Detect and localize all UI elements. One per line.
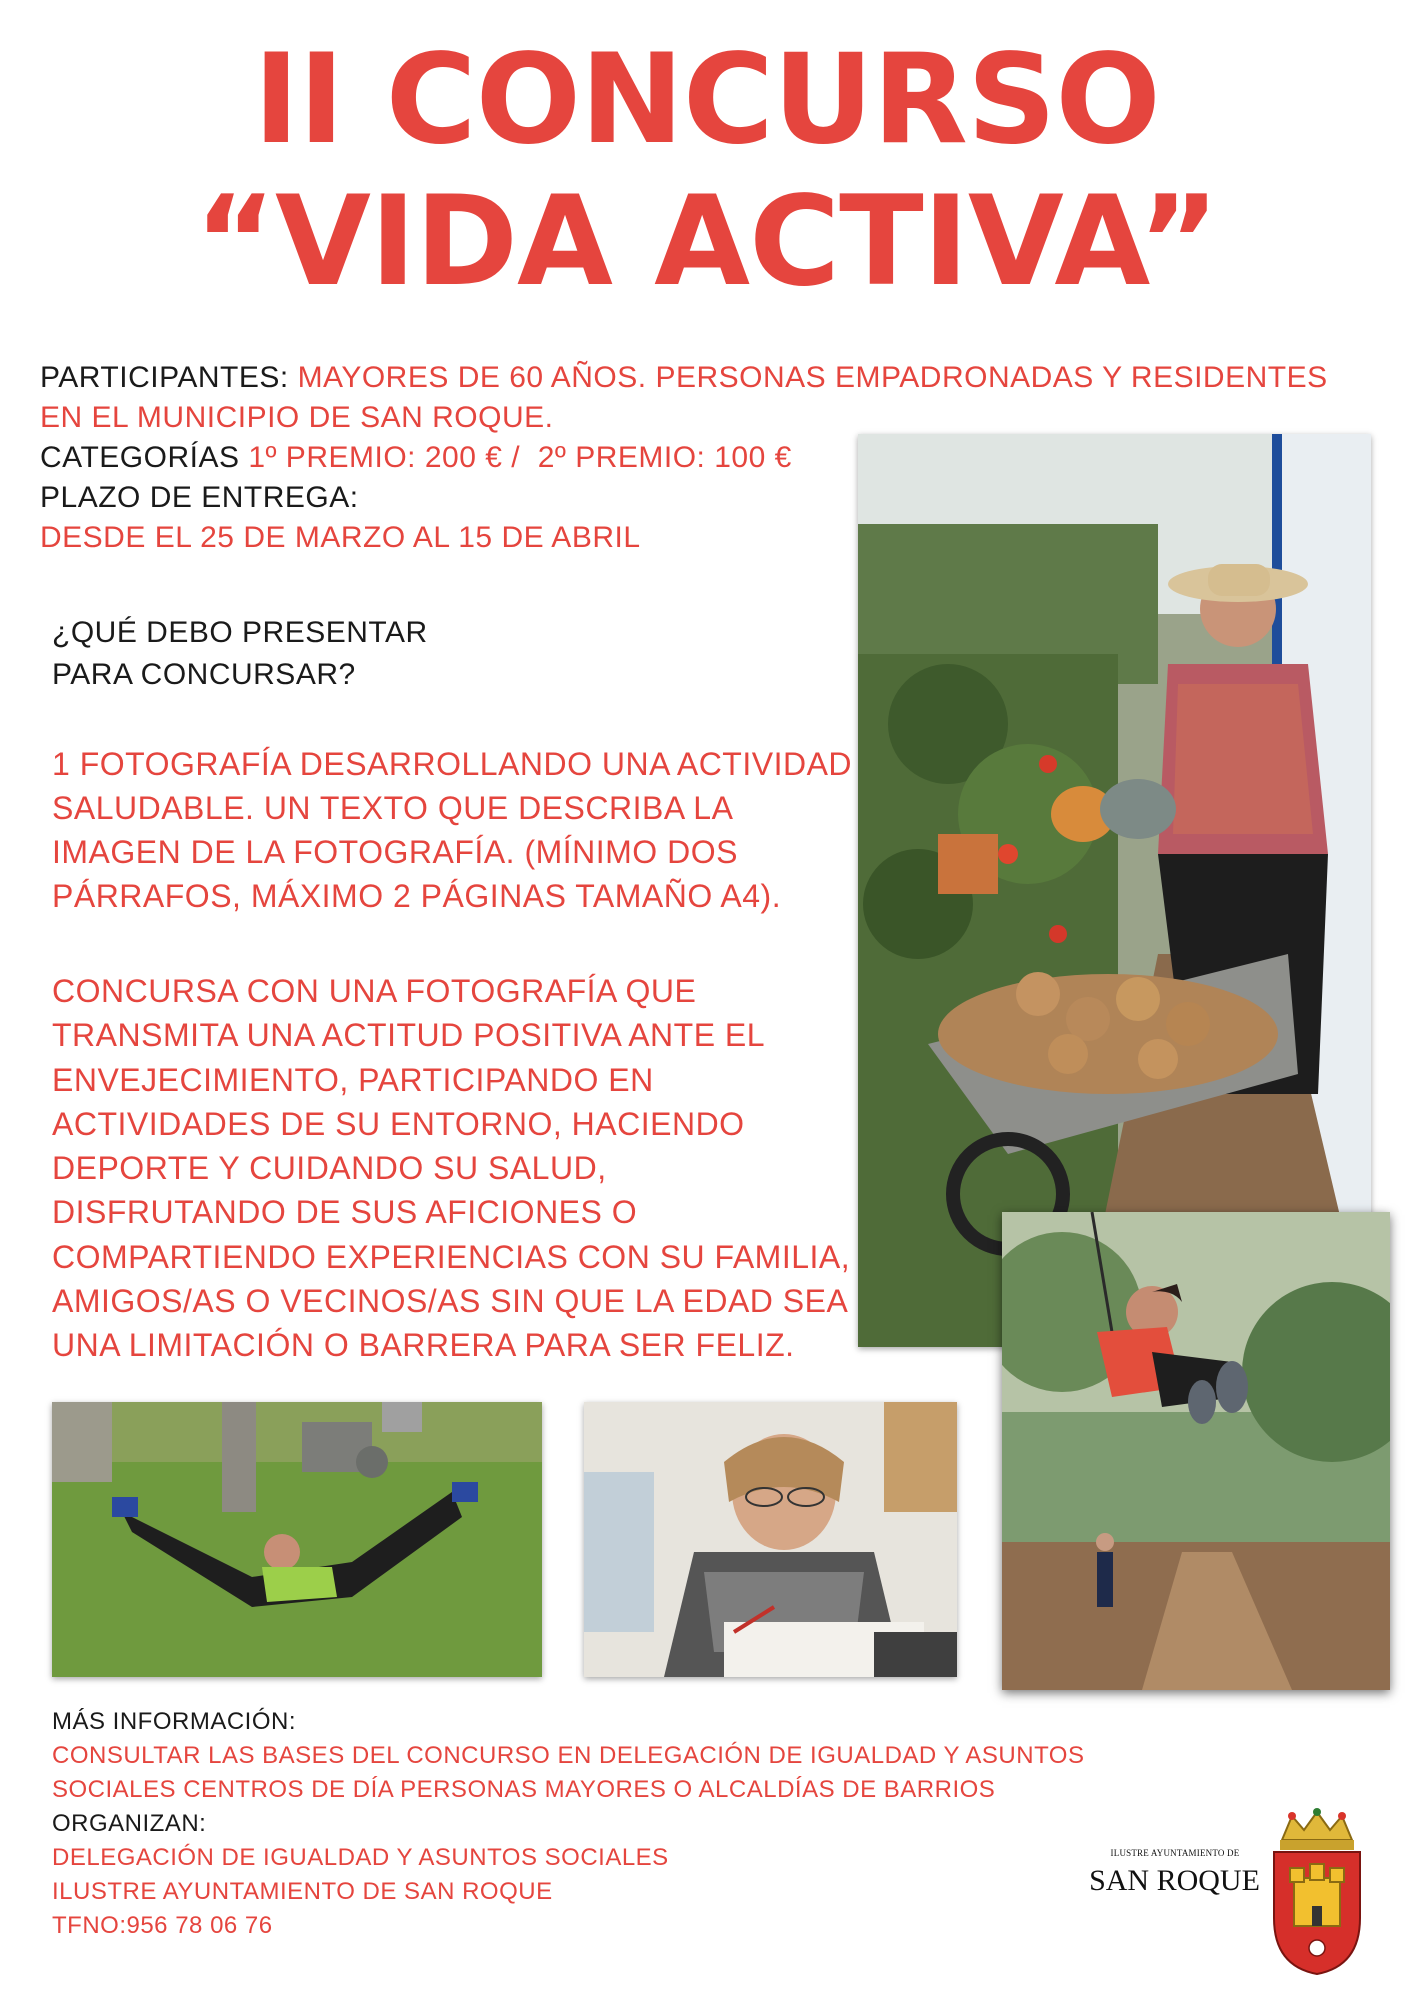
more-info-line: CONSULTAR LAS BASES DEL CONCURSO EN DELEGACIÓN DE IGUALDAD Y ASUNTOS xyxy=(52,1742,1085,1769)
organizer-line: ILUSTRE AYUNTAMIENTO DE SAN ROQUE xyxy=(52,1878,553,1905)
description-line: CONCURSA CON UNA FOTOGRAFÍA QUE xyxy=(52,973,697,1009)
logo-small-text: ILUSTRE AYUNTAMIENTO DE xyxy=(1110,1848,1240,1858)
question-line: PARA CONCURSAR? xyxy=(52,658,356,691)
more-info-label: MÁS INFORMACIÓN: xyxy=(52,1708,297,1735)
more-info-line: SOCIALES CENTROS DE DÍA PERSONAS MAYORES O ALCALDÍAS DE BARRIOS xyxy=(52,1776,996,1803)
requirements-line: IMAGEN DE LA FOTOGRAFÍA. (MÍNIMO DOS xyxy=(52,834,738,870)
logo-big-text: SAN ROQUE xyxy=(1089,1864,1260,1897)
organizers-label: ORGANIZAN: xyxy=(52,1810,207,1837)
categories-value: 1º PREMIO: 200 € / 2º PREMIO: 100 € xyxy=(248,441,792,474)
phone-number: TFNO:956 78 06 76 xyxy=(52,1912,273,1939)
title-line-1: II CONCURSO xyxy=(253,28,1160,172)
participants-label: PARTICIPANTES: xyxy=(40,361,289,394)
deadline-value: DESDE EL 25 DE MARZO AL 15 DE ABRIL xyxy=(40,521,641,554)
question-line: ¿QUÉ DEBO PRESENTAR xyxy=(52,616,428,649)
description-line: AMIGOS/AS O VECINOS/AS SIN QUE LA EDAD SEA xyxy=(52,1283,849,1320)
photo-woman-swing xyxy=(1002,1212,1390,1690)
description-line: COMPARTIENDO EXPERIENCIAS CON SU FAMILIA, xyxy=(52,1238,851,1275)
photo-woman-writing xyxy=(584,1402,957,1677)
description-line: DISFRUTANDO DE SUS AFICIONES O xyxy=(52,1194,638,1231)
photo-woman-wheelbarrow xyxy=(858,434,1371,1347)
photo-woman-exercise-grass xyxy=(52,1402,542,1677)
organizer-line: DELEGACIÓN DE IGUALDAD Y ASUNTOS SOCIALES xyxy=(52,1844,669,1871)
requirements-paragraph xyxy=(52,742,872,918)
title-line-2: “VIDA ACTIVA” xyxy=(194,170,1219,314)
description-line: DEPORTE Y CUIDANDO SU SALUD, xyxy=(52,1150,607,1187)
participants-row xyxy=(40,358,1360,398)
requirements-line: 1 FOTOGRAFÍA DESARROLLANDO UNA ACTIVIDAD xyxy=(52,746,853,782)
deadline-label: PLAZO DE ENTREGA: xyxy=(40,481,359,514)
participants-value-cont: EN EL MUNICIPIO DE SAN ROQUE. xyxy=(40,401,554,434)
question-heading xyxy=(52,612,428,696)
categories-label: CATEGORÍAS xyxy=(40,441,240,474)
requirements-line: PÁRRAFOS, MÁXIMO 2 PÁGINAS TAMAÑO A4). xyxy=(52,878,782,914)
description-paragraph xyxy=(52,969,872,1368)
participants-value: MAYORES DE 60 AÑOS. PERSONAS EMPADRONADAS Y RESIDENTES xyxy=(297,361,1328,394)
requirements-line: SALUDABLE. UN TEXTO QUE DESCRIBA LA xyxy=(52,790,734,826)
description-line: ACTIVIDADES DE SU ENTORNO, HACIENDO xyxy=(52,1105,745,1142)
coat-of-arms-icon xyxy=(1262,1808,1372,1978)
description-line: TRANSMITA UNA ACTITUD POSITIVA ANTE EL xyxy=(52,1017,766,1054)
footer-info xyxy=(52,1705,1152,1943)
san-roque-logo xyxy=(1082,1808,1382,1978)
description-line: ENVEJECIMIENTO, PARTICIPANDO EN xyxy=(52,1061,654,1098)
description-line: UNA LIMITACIÓN O BARRERA PARA SER FELIZ. xyxy=(52,1327,795,1364)
